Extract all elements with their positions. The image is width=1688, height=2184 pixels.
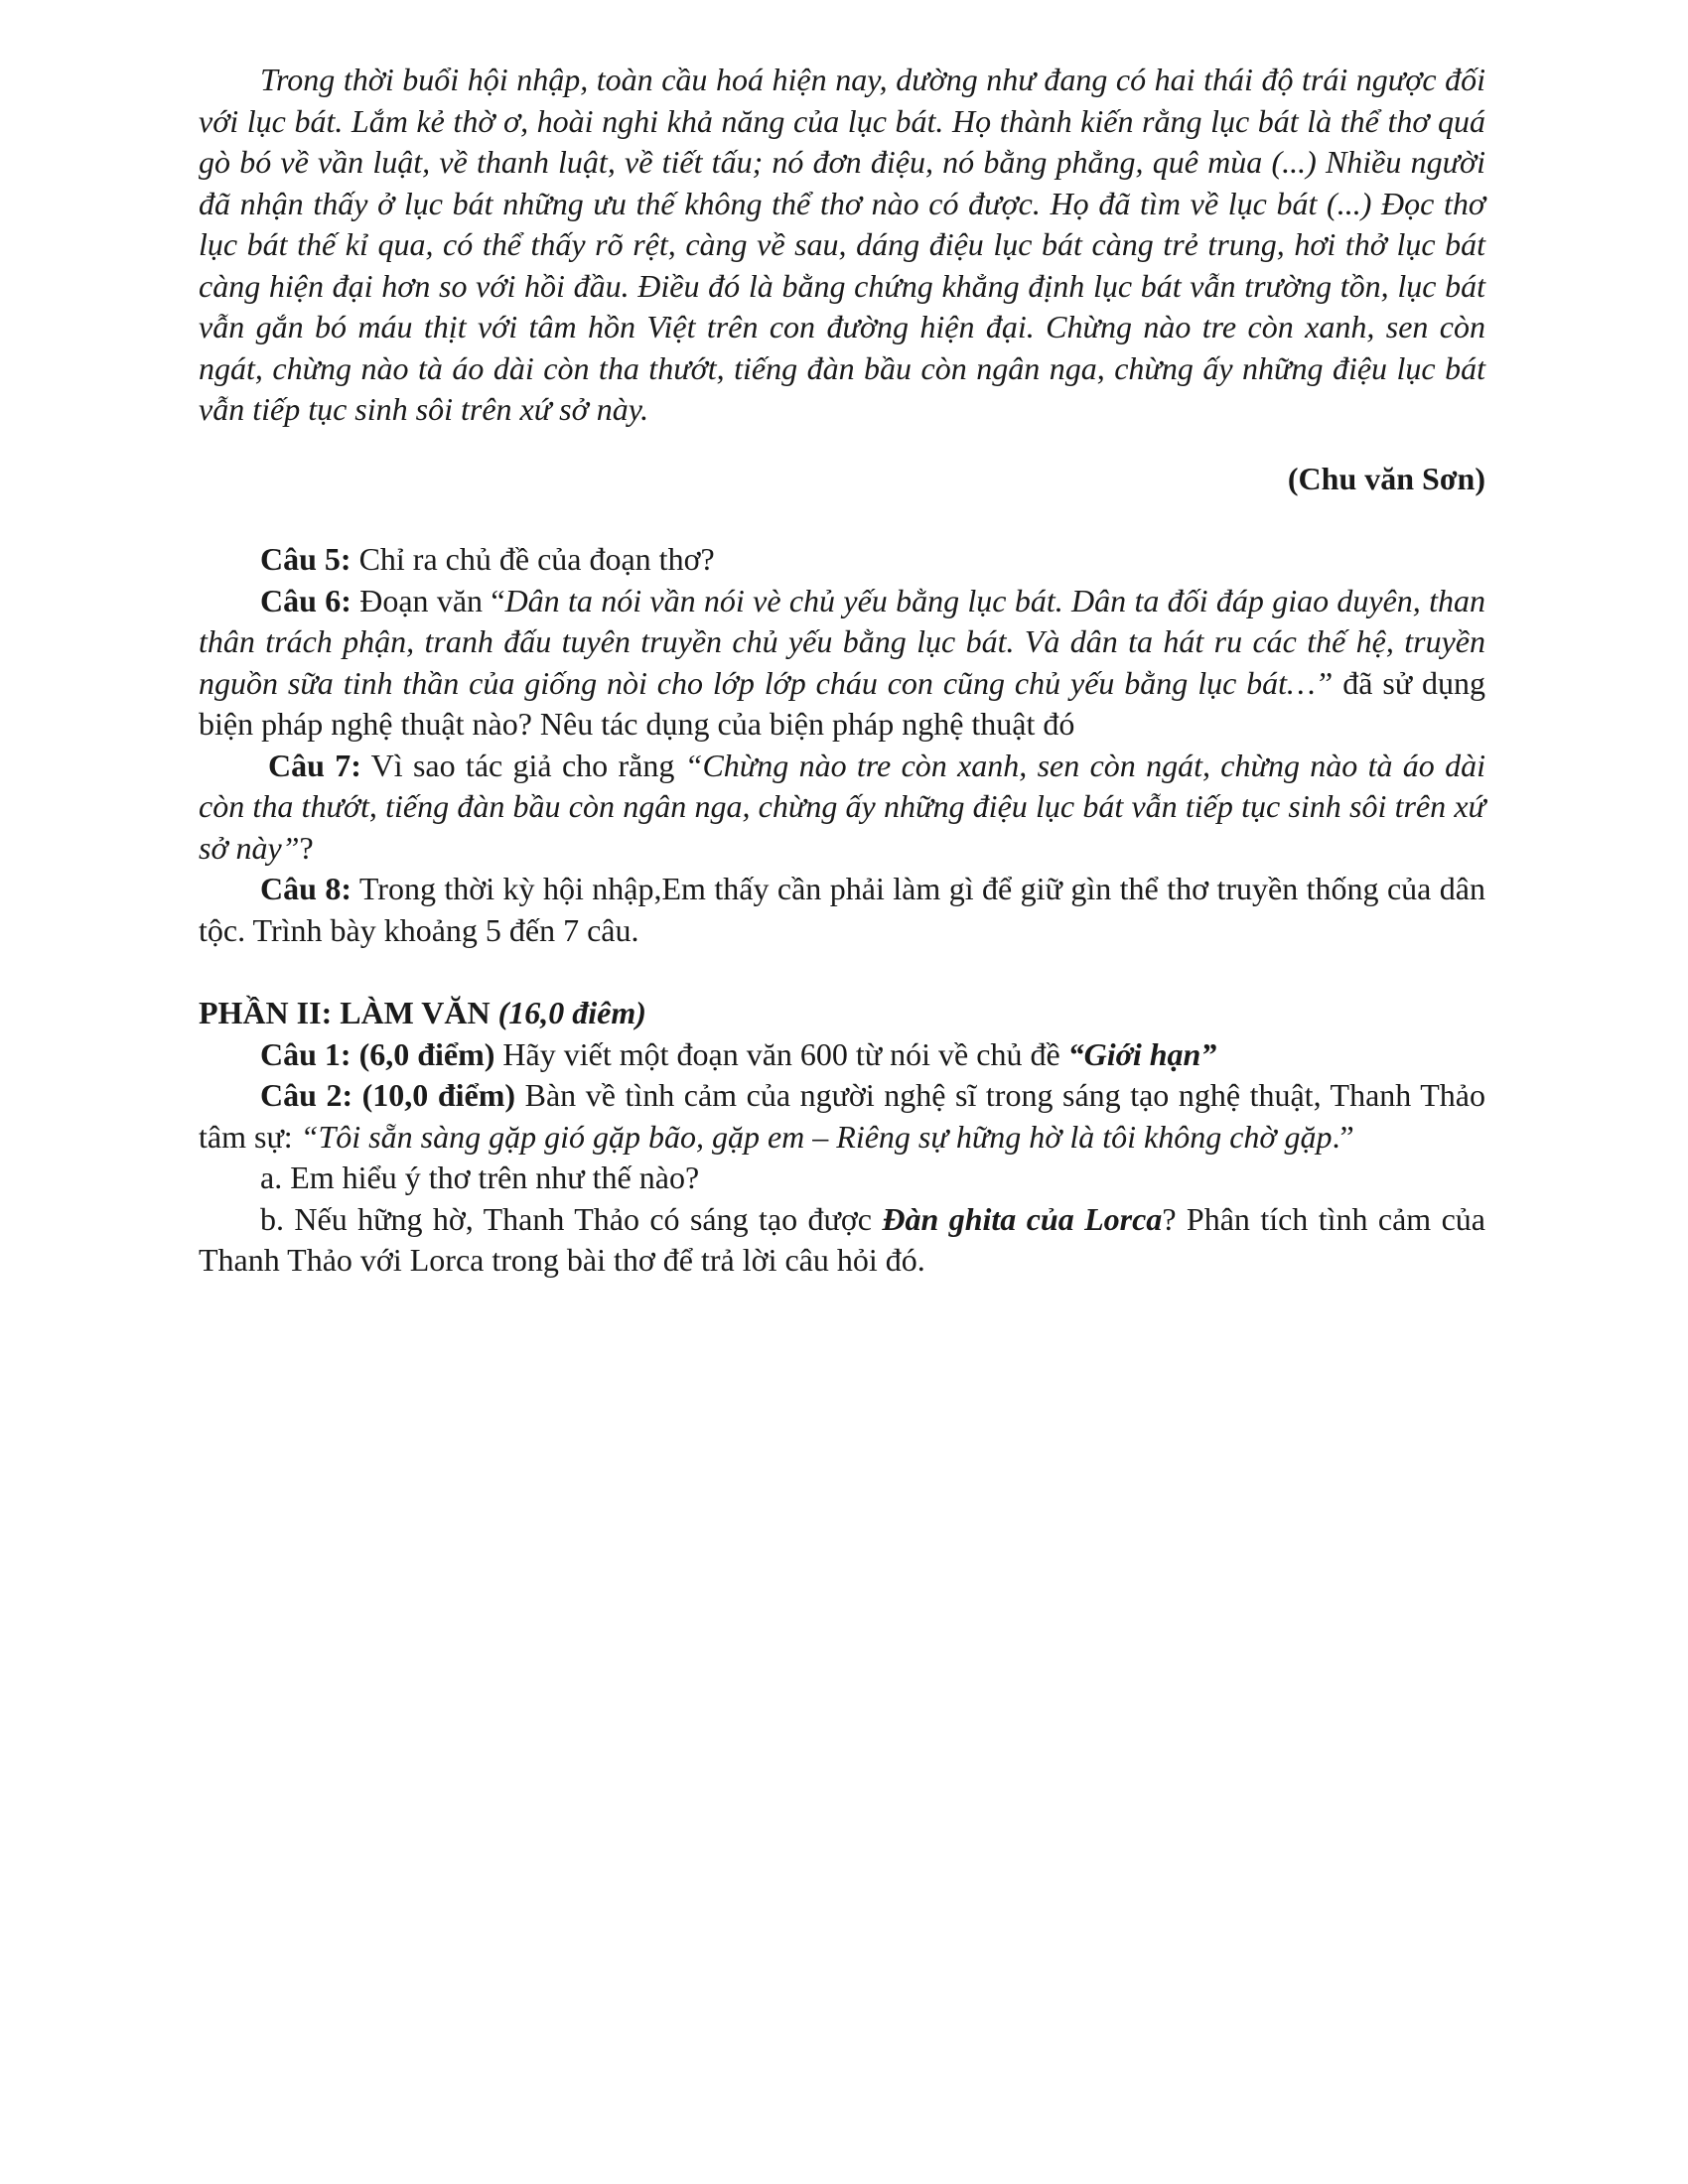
question-6-label: Câu 6:	[260, 582, 352, 618]
question-8-label: Câu 8:	[260, 871, 352, 906]
essay-question-2b-post: ? Phân tích tình cảm của Thanh Thảo với Lorca trong bài thơ để trả lời câu hỏi đó.	[199, 1200, 1486, 1278]
essay-question-2-quote: “Tôi sẵn sàng gặp gió gặp bão, gặp em – Riêng sự hững hờ là tôi không chờ gặp	[300, 1118, 1333, 1155]
essay-question-1-topic: “Giới hạn”	[1067, 1035, 1217, 1072]
question-6-quote: Dân ta nói vần nói vè chủ yếu bằng lục bát. Dân ta đối đáp giao duyên, than thân trách phận, tranh đấu tuyên truyền chủ yếu bằng lục bát. Và dân ta hát ru các thế hệ, truyền nguồn sữa tinh thần của giống nòi cho lớp lớp cháu con cũng chủ yếu bằng lục bát…”	[199, 582, 1486, 701]
question-6-pre: Đoạn văn “	[351, 582, 505, 618]
part-2-heading: PHẦN II: LÀM VĂN	[199, 995, 498, 1030]
essay-question-2-text: Bàn về tình cảm của người nghệ sĩ trong sáng tạo nghệ thuật, Thanh Thảo tâm sự:	[199, 1077, 1486, 1155]
question-7-post: ?	[299, 829, 314, 866]
essay-question-2a: a. Em hiểu ý thơ trên như thế nào?	[260, 1160, 700, 1195]
question-8	[199, 869, 1485, 951]
part-2-points: (16,0 điêm)	[497, 995, 646, 1030]
essay-question-1	[199, 1034, 1485, 1076]
essay-question-1-label: Câu 1: (6,0 điểm)	[260, 1035, 495, 1072]
document-page	[199, 60, 1485, 1282]
question-5	[199, 539, 1485, 581]
question-5-label: Câu 5:	[260, 541, 352, 577]
question-6-post: đã sử dụng biện pháp nghệ thuật nào? Nêu tác dụng của biện pháp nghệ thuật đó	[199, 664, 1486, 742]
essay-question-2b	[199, 1199, 1485, 1282]
essay-question-1-text: Hãy viết một đoạn văn 600 từ nói về chủ đề	[494, 1035, 1068, 1072]
question-6	[199, 581, 1485, 746]
essay-question-2b-pre: b. Nếu hững hờ, Thanh Thảo có sáng tạo được	[260, 1200, 883, 1237]
question-8-text: Trong thời kỳ hội nhập,Em thấy cần phải làm gì để giữ gìn thể thơ truyền thống của dân tộc. Trình bày khoảng 5 đến 7 câu.	[199, 871, 1485, 948]
essay-question-2	[199, 1075, 1485, 1158]
essay-question-2-post: .”	[1332, 1118, 1354, 1155]
question-7-pre: Vì sao tác giả cho rằng	[360, 747, 685, 783]
part-2-title	[199, 993, 1485, 1034]
reading-passage: Trong thời buổi hội nhập, toàn cầu hoá hiện nay, dường như đang có hai thái độ trái ngược đối với lục bát. Lắm kẻ thờ ơ, hoài nghi khả năng của lục bát. Họ thành kiến rằng lục bát là thể thơ quá gò bó về vần luật, về thanh luật, về tiết tấu; nó đơn điệu, nó bằng phẳng, quê mùa (...) Nhiều người đã nhận thấy ở lục bát những ưu thế không thể thơ nào có được. Họ đã tìm về lục bát (...) Đọc thơ lục bát thế kỉ qua, có thể thấy rõ rệt, càng về sau, dáng điệu lục bát càng trẻ trung, hơi thở lục bát càng hiện đại hơn so với hồi đầu. Điều đó là bằng chứng khẳng định lục bát vẫn trường tồn, lục bát vẫn gắn bó máu thịt với tâm hồn Việt trên con đường hiện đại. Chừng nào tre còn xanh, sen còn ngát, chừng nào tà áo dài còn tha thướt, tiếng đàn bầu còn ngân nga, chừng ấy những điệu lục bát vẫn tiếp tục sinh sôi trên xứ sở này.	[199, 62, 1485, 427]
question-7-label: Câu 7:	[268, 747, 361, 783]
question-5-text: Chỉ ra chủ đề của đoạn thơ?	[351, 541, 715, 577]
question-7	[199, 746, 1485, 870]
essay-question-2-label: Câu 2: (10,0 điểm)	[260, 1077, 516, 1113]
essay-question-2b-title: Đàn ghita của Lorca	[882, 1200, 1163, 1237]
passage-author: (Chu văn Sơn)	[1287, 460, 1485, 496]
question-7-quote: “Chừng nào tre còn xanh, sen còn ngát, chừng nào tà áo dài còn tha thướt, tiếng đàn bầu còn ngân nga, chừng ấy những điệu lục bát vẫn tiếp tục sinh sôi trên xứ sở này”	[199, 747, 1486, 866]
